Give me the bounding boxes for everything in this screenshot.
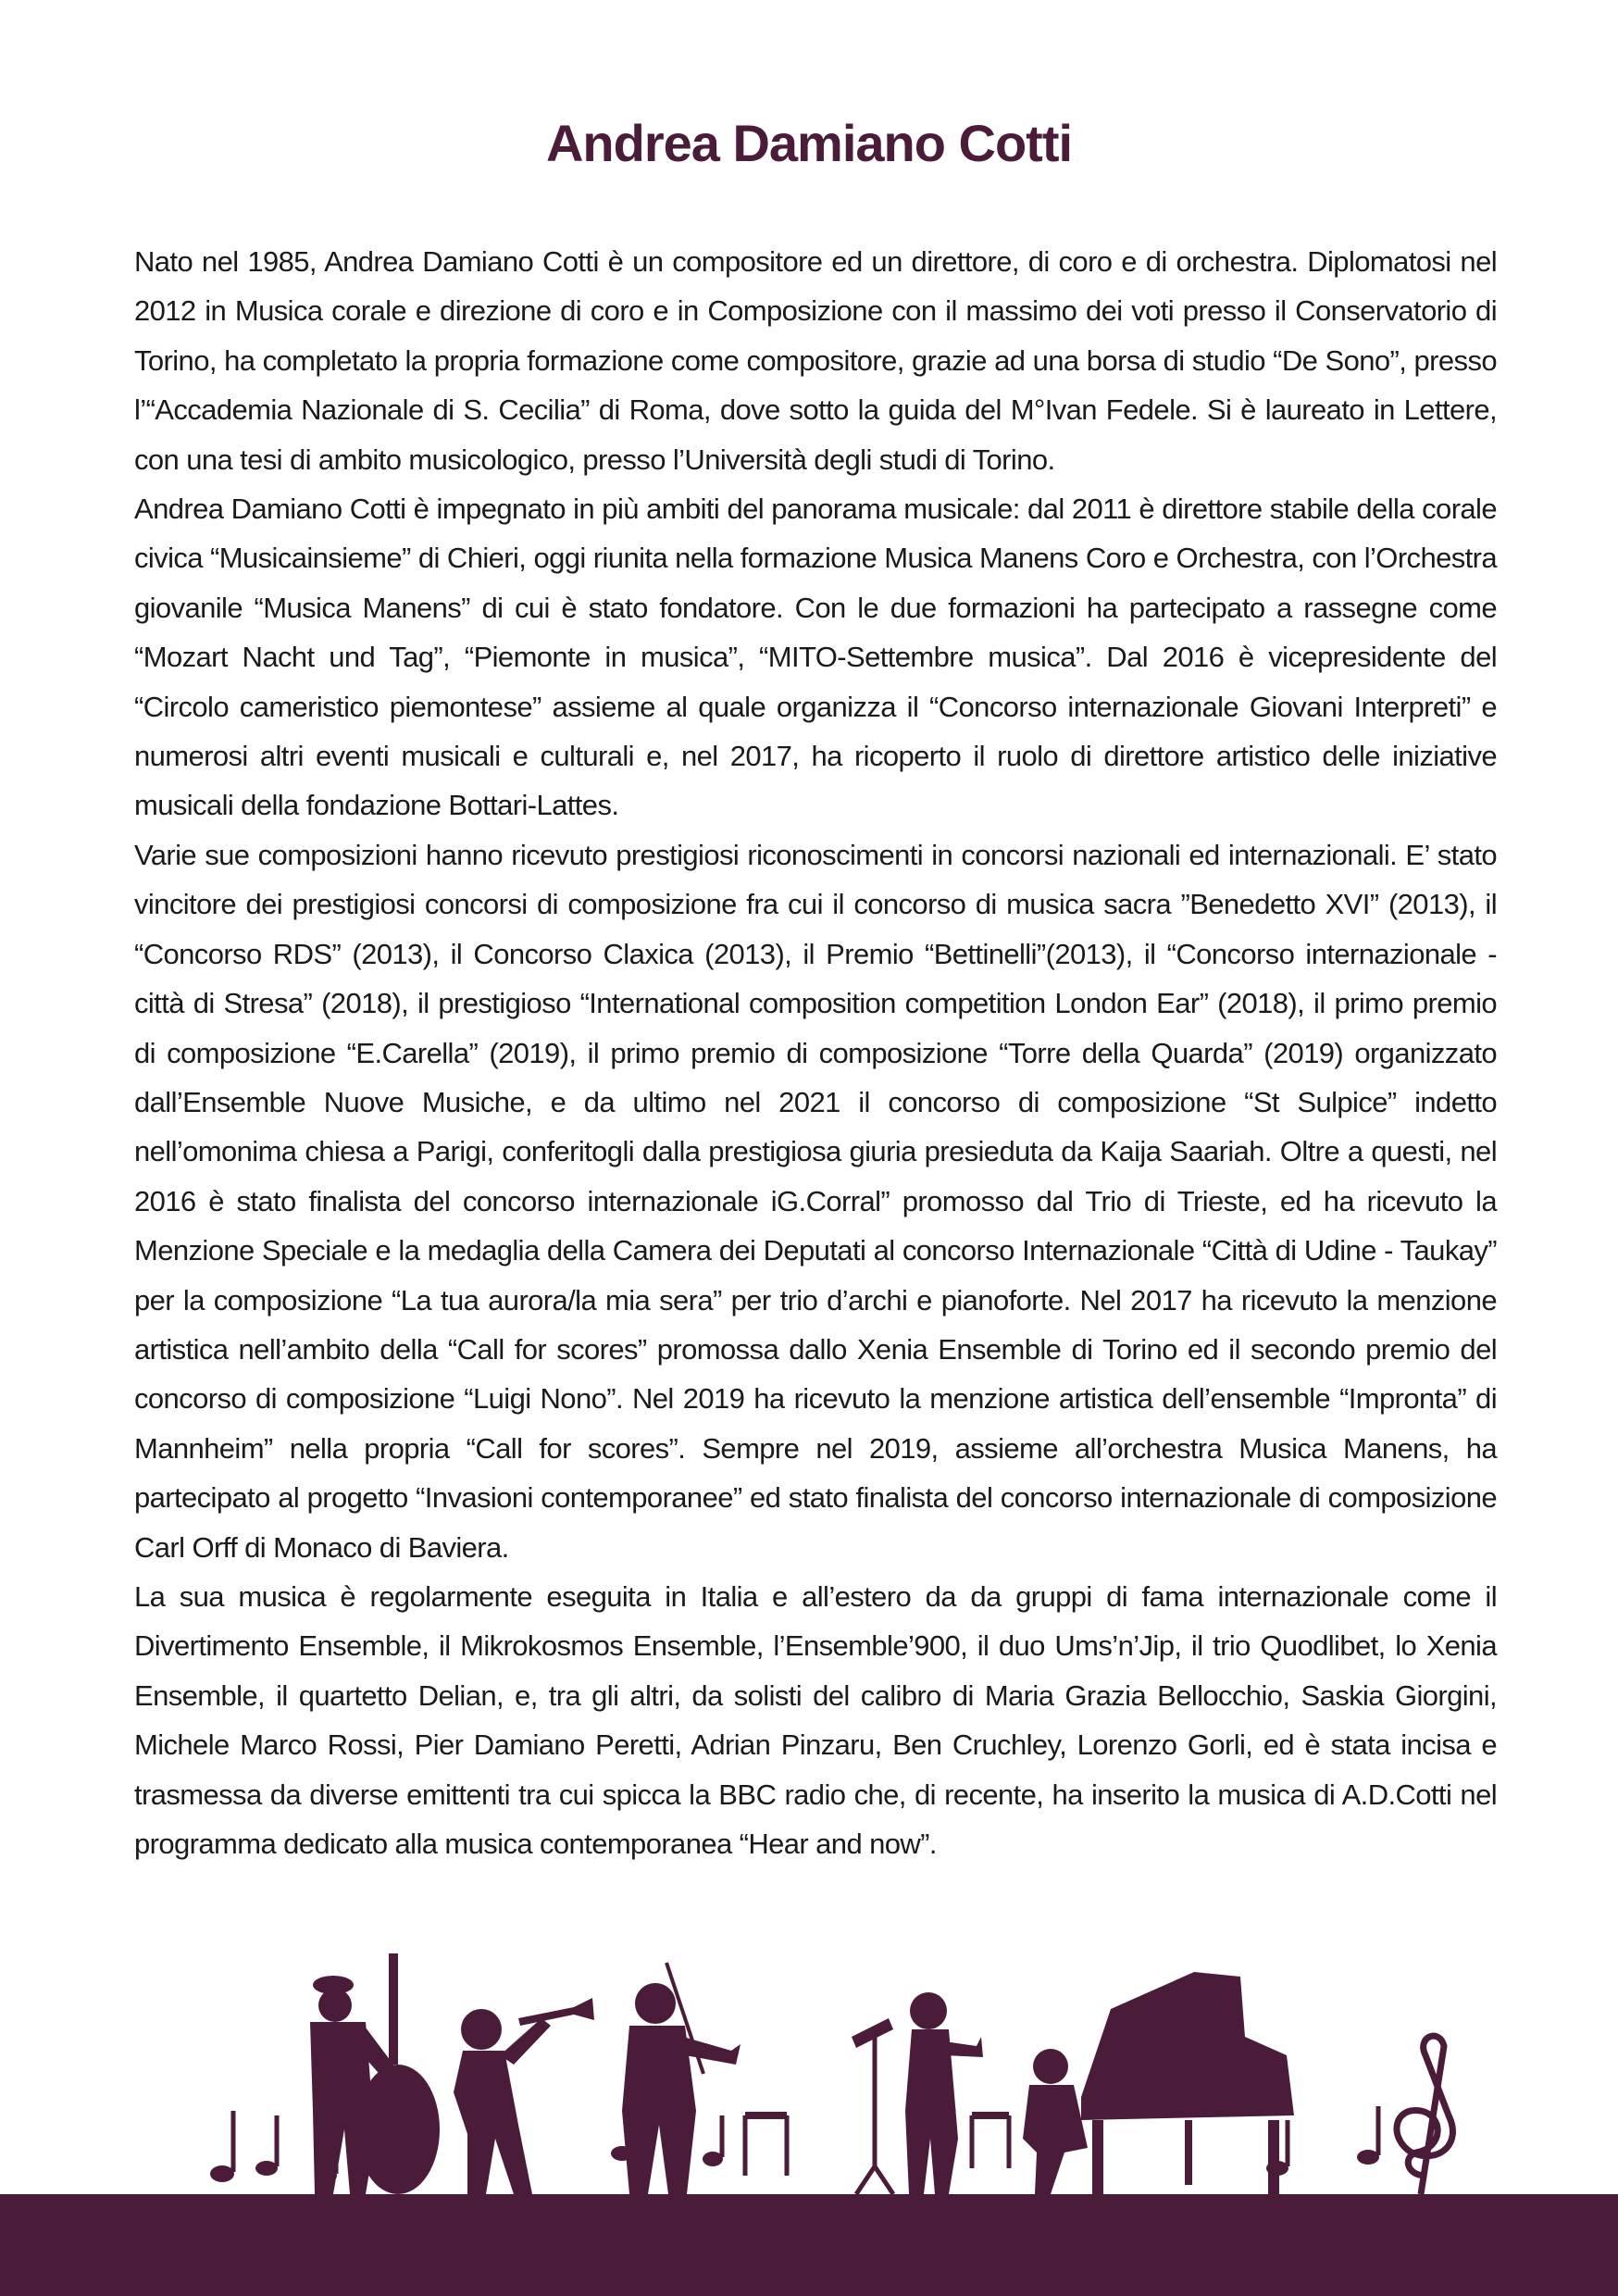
page-title: Andrea Damiano Cotti <box>545 114 1073 172</box>
biography-text <box>134 237 1497 1868</box>
music-stand-silhouette <box>852 2018 893 2194</box>
double-bass-player-silhouette <box>310 1953 440 2194</box>
paragraph-1: Nato nel 1985, Andrea Damiano Cotti è un compositore ed un direttore, di coro e di orchestra. Diplomatosi nel 2012 in Musica corale e direzione di coro e in Composizione con il massimo dei voti presso il Conservatorio di Torino, ha completato la propria formazione come compositore, grazie ad una borsa di studio “De Sono”, presso l’“Accademia Nazionale di S. Cecilia” di Roma, dove sotto la guida del M°Ivan Fedele. Si è laureato in Lettere, con una tesi di ambito musicologico, presso l’Università degli studi di Torino. <box>134 245 1497 476</box>
treble-clef-icon <box>1397 2036 1452 2194</box>
footer-band <box>0 2194 1618 2296</box>
trumpet-player-silhouette <box>454 1998 594 2194</box>
pianist-silhouette <box>1023 2049 1088 2194</box>
paragraph-2: Andrea Damiano Cotti è impegnato in più ambiti del panorama musicale: dal 2011 è direttore stabile della corale civica “Musicainsieme” di Chieri, oggi riunita nella formazione Musica Manens Coro e Orchestra, con l’Orchestra giovanile “Musica Manens” di cui è stato fondatore. Con le due formazioni ha partecipato a rassegne come “Mozart Nacht und Tag”, “Piemonte in musica”, “MITO-Settembre musica”. Dal 2016 è vicepresidente del “Circolo cameristico piemontese” assieme al quale organizza il “Concorso internazionale Giovani Interpreti” e numerosi altri eventi musicali e culturali e, nel 2017, ha ricoperto il ruolo di direttore artistico delle iniziative musicali della fondazione Bottari-Lattes. <box>134 493 1497 822</box>
paragraph-4: La sua musica è regolarmente eseguita in Italia e all’estero da da gruppi di fama internazionale come il Divertimento Ensemble, il Mikrokosmos Ensemble, l’Ensemble’900, il duo Ums’n’Jip, il trio Quodlibet, lo Xenia Ensemble, il quartetto Delian, e, tra gli altri, da solisti del calibro di Maria Grazia Bellocchio, Saskia Giorgini, Michele Marco Rossi, Pier Damiano Peretti, Adrian Pinzaru, Ben Cruchley, Lorenzo Gorli, ed è stata incisa e trasmessa da diverse emittenti tra cui spicca la BBC radio che, di recente, ha inserito la musica di A.D.Cotti nel programma dedicato alla musica contemporanea “Hear and now”. <box>134 1579 1497 1860</box>
grand-piano-silhouette <box>1081 1972 1294 2194</box>
paragraph-3: Varie sue composizioni hanno ricevuto prestigiosi riconoscimenti in concorsi nazionali ed internazionali. E’ stato vincitore dei prestigiosi concorsi di composizione fra cui il concorso di musica sacra ”Benedetto XVI” (2013), il “Concorso RDS” (2013), il Concorso Claxica (2013), il Premio “Bettinelli”(2013), il “Concorso internazionale - città di Stresa” (2018), il prestigioso “International composition competition London Ear” (2018), il primo premio di composizione “E.Carella” (2019), il primo premio di composizione “Torre della Quarda” (2019) organizzato dall’Ensemble Nuove Musiche, e da ultimo nel 2021 il concorso di composizione “St Sulpice” indetto nell’omonima chiesa a Parigi, conferitogli dalla prestigiosa giuria presieduta da Kaija Saariah. Oltre a questi, nel 2016 è stato finalista del concorso internazionale iG.Corral” promosso dal Trio di Trieste, ed ha ricevuto la Menzione Speciale e la medaglia della Camera dei Deputati al concorso Internazionale “Città di Udine - Taukay” per la composizione “La tua aurora/la mia sera” per trio d’archi e pianoforte. Nel 2017 ha ricevuto la menzione artistica nell’ambito della “Call for scores” promossa dallo Xenia Ensemble di Torino ed il secondo premio del concorso di composizione “Luigi Nono”. Nel 2019 ha ricevuto la menzione artistica dell’ensemble “Impronta” di Mannheim” nella propria “Call for scores”. Sempre nel 2019, assieme all’orchestra Musica Manens, ha partecipato al progetto “Invasioni contemporanee” ed stato finalista del concorso internazionale di composizione Carl Orff di Monaco di Baviera. <box>134 838 1497 1564</box>
musicians-silhouette-image <box>0 1926 1618 2296</box>
musicians-silhouette-illustration <box>0 1926 1618 2296</box>
